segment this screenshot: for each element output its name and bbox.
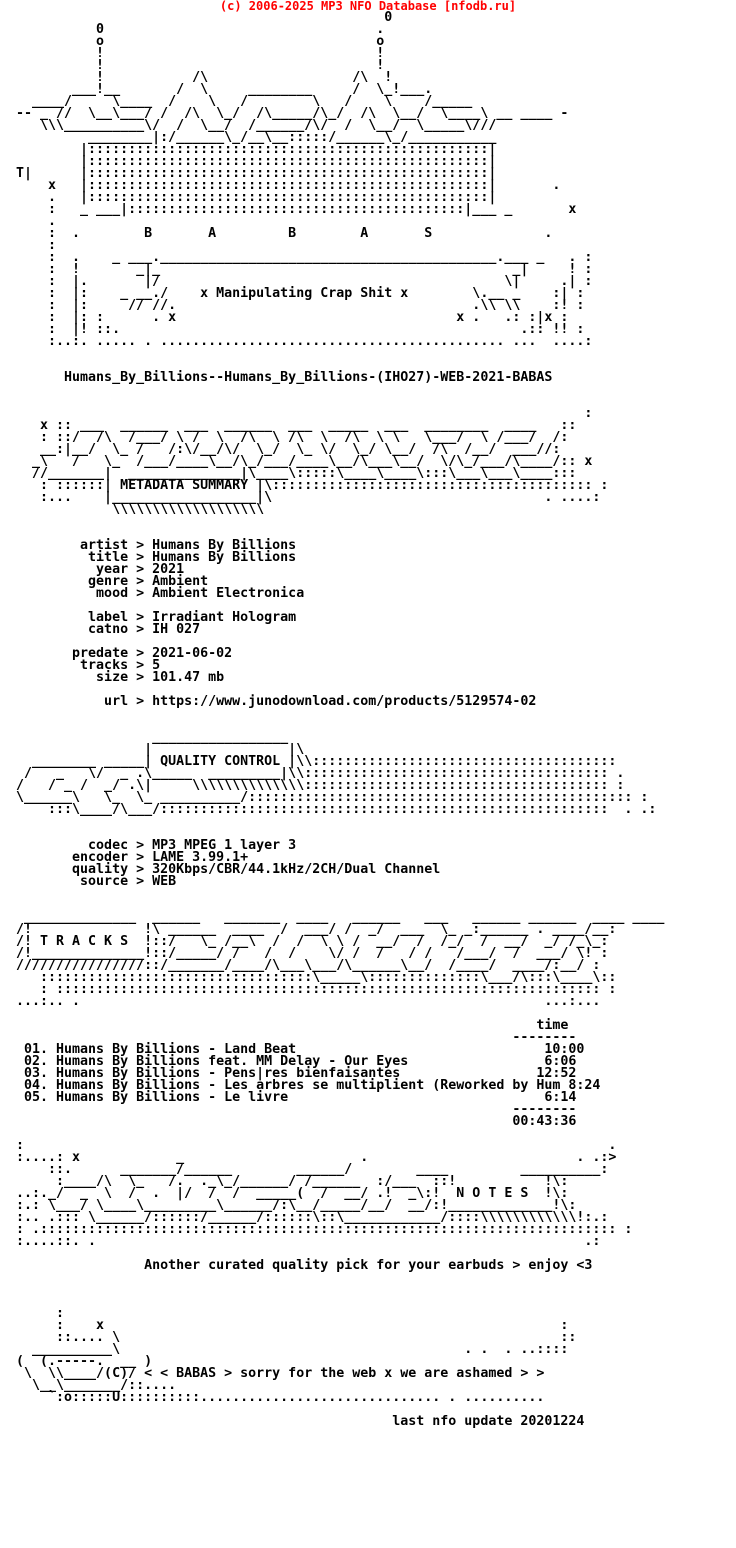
- nfo-line: 01. Humans By Billions - Land Beat 10:00: [16, 1042, 585, 1057]
- nfo-line: :... |__________________|\ . ....:: [16, 490, 601, 505]
- nfo-line: _\ / \_ /___/____\__/\_/___/____\__/\___\__/ \/\_/___/\____/:: x: [16, 454, 593, 469]
- nfo-line: .: [16, 214, 57, 229]
- nfo-line: : ! _|_ _| ! :: [16, 262, 593, 277]
- nfo-line: Another curated quality pick for your earbuds > enjoy <3: [16, 1258, 593, 1273]
- nfo-line: o o: [16, 34, 385, 49]
- nfo-line: : x :: [16, 1318, 569, 1333]
- nfo-line: |::::::::::::::::::::::::::::::::::::::::::::::::::|: [16, 142, 497, 157]
- nfo-line: x :: ___ ______ ___ ______ ___ _____ ___ ________ ____ ::: [16, 418, 577, 433]
- nfo-line: mood > Ambient Electronica: [16, 586, 305, 601]
- nfo-line: ::.... \ ::: [16, 1330, 577, 1345]
- nfo-line: codec > MP3 MPEG 1 layer 3: [16, 838, 297, 853]
- nfo-line: 03. Humans By Billions - Pens|res bienfaisantes 12:52: [16, 1066, 577, 1081]
- nfo-line: catno > IH 027: [16, 622, 201, 637]
- nfo-line: Humans_By_Billions--Humans_By_Billions-(IHO27)-WEB-2021-BABAS: [16, 370, 553, 385]
- nfo-line: :..:. ..... . ........................................... ... ....:: [16, 334, 593, 349]
- nfo-line: : |. |/ \| .| :: [16, 274, 593, 289]
- nfo-line: :.: \___/ \____\_________\______/:\__/_____/__/ __/:!_____________!\:: [16, 1198, 577, 1213]
- nfo-line: encoder > LAME 3.99.1+: [16, 850, 249, 865]
- nfo-line: tracks > 5: [16, 658, 161, 673]
- nfo-line: . |::::::::::::::::::::::::::::::::::::::::::::::::::|: [16, 190, 497, 205]
- nfo-line: : _ ___|::::::::::::::::::::::::::::::::::::::::::|___ _ x: [16, 202, 577, 217]
- nfo-line: artist > Humans By Billions: [16, 538, 297, 553]
- nfo-line: : . B A B A S .: [16, 226, 553, 241]
- nfo-line: ::. _______/______ ______/ ____ __________:: [16, 1162, 609, 1177]
- nfo-line: :: [16, 1306, 65, 1321]
- nfo-line: ...:.. . ...:...: [16, 994, 601, 1009]
- nfo-line: label > Irradiant Hologram: [16, 610, 297, 625]
- nfo-line: ::::::::::::::::::::::::::::::::::\_____\::::::::::::::\___/\:::\____\::: [16, 970, 617, 985]
- nfo-line: ______________ ______ _______ ____ ______ ___ ______ ______ ____ ____: [16, 910, 665, 925]
- nfo-line: : :::::::::::::::::::::::::::::::::::::::::::::::::::::::::::::::::::: :: [16, 982, 617, 997]
- nfo-line: / _ \/ _ .\_____ _________|\\:::::::::::::::::::::::::::::::::::::: .: [16, 766, 625, 781]
- nfo-line: __________\ . . . ..::::: [16, 1342, 569, 1357]
- nfo-line: `:o:::::U::::::::::.............................. . ..........: [16, 1390, 545, 1405]
- nfo-line: /! T R A C K S !::/ \_ /__\ / / \ \ / __/ / /_/ / __/ _/ /_\_:: [16, 934, 609, 949]
- nfo-line: --------: [16, 1030, 577, 1045]
- nfo-line: / / _ / _/ .\| \\\\\\\\\\\\\\:::::::::::::::::::::::::::::::::::::: :: [16, 778, 625, 793]
- nfo-line: \\\__________\/ / \__/ /______/\/ / \__/ \_____\///: [16, 118, 497, 133]
- nfo-line: :::\____/\___/:::::::::::::::::::::::::::::::::::::::::::::::::::::::: . .:: [16, 802, 657, 817]
- nfo-line: : .: [16, 1138, 617, 1153]
- nfo-line: \ \\____/(C)/ < < BABAS > sorry for the web x we are ashamed > >: [16, 1366, 545, 1381]
- nfo-line: ________ _____| QUALITY CONTROL |\\::::::::::::::::::::::::::::::::::::::: [16, 754, 617, 769]
- nfo-line: url > https://www.junodownload.com/products/5129574-02: [16, 694, 537, 709]
- nfo-line: :....: x _ . . .:>: [16, 1150, 617, 1165]
- nfo-line: 00:43:36: [16, 1114, 577, 1129]
- nfo-ascii-text: [16, 12, 664, 1428]
- nfo-line: /!______________!::/_____/ / / / \/ / / / / /___/ / ___/ \! :: [16, 946, 609, 961]
- nfo-line: //_______| ______________|\____\:::::\____\____\:::\___\___\____:::: [16, 466, 577, 481]
- nfo-line: : |: _ __./ x Manipulating Crap Shit x \.__ _ :| :: [16, 286, 585, 301]
- nfo-line: \______\ \_ \_ __________/:::::::::::::::::::::::::::::::::::::::::::::::: :: [16, 790, 649, 805]
- nfo-line: ! !: [16, 46, 385, 61]
- nfo-line: | |\: [16, 742, 305, 757]
- nfo-line: ////////////////::/_______/____/\___\___/\______\__/ /____/ ____/:__/ :: [16, 958, 601, 973]
- nfo-line: predate > 2021-06-02: [16, 646, 233, 661]
- nfo-line: : ::/ /\ /___/ \ / \ /\ \ /\ \ /\ \ \ \___/ \ /___/ /:: [16, 430, 569, 445]
- nfo-line: : .:::::::::::::::::::::::::::::::::::::::::::::::::::::::::::::::::::::::: :: [16, 1222, 633, 1237]
- nfo-line: last nfo update 20201224: [16, 1414, 585, 1429]
- site-credit-header: (c) 2006-2025 MP3 NFO Database [nfodb.ru]: [219, 0, 517, 13]
- nfo-line: ___!__ / \ ________ / \_!___.: [16, 82, 433, 97]
- nfo-line: --------: [16, 1102, 577, 1117]
- nfo-line: ! !: [16, 58, 385, 73]
- nfo-line: 0: [16, 10, 393, 25]
- nfo-line: x |::::::::::::::::::::::::::::::::::::::::::::::::::| .: [16, 178, 561, 193]
- nfo-line: title > Humans By Billions: [16, 550, 297, 565]
- nfo-line: : |: // //. .\\ \\ :! :: [16, 298, 585, 313]
- nfo-line: ____/ \____ / \ / \ / \ /_____: [16, 94, 473, 109]
- nfo-line: time: [16, 1018, 569, 1033]
- nfo-line: \\\\\\\\\\\\\\\\\\\: [16, 502, 265, 517]
- nfo-line: :: [16, 406, 593, 421]
- nfo-line: 0 .: [16, 22, 385, 37]
- nfo-line: size > 101.47 mb: [16, 670, 225, 685]
- nfo-line: : ::::::| METADATA SUMMARY |\:::::::::::::::::::::::::::::::::::::::: :: [16, 478, 609, 493]
- nfo-line: _________________: [16, 730, 289, 745]
- nfo-line: 04. Humans By Billions - Les arbres se multiplient (Reworked by Hum 8:24: [16, 1078, 601, 1093]
- nfo-line: : |! ::. .:: !! :: [16, 322, 585, 337]
- nfo-line: 05. Humans By Billions - Le livre 6:14: [16, 1090, 577, 1105]
- nfo-line: ..:._/ _ \ / . |/ / / _____( / __/ .! _\:! N O T E S !\:: [16, 1186, 569, 1201]
- nfo-line: -- _ // \__\___/ / /\ \_/ /\_____/\_/ /\ \__/ \____\ __ ____ -: [16, 106, 569, 121]
- nfo-line: 02. Humans By Billions feat. MM Delay - Our Eyes 6:06: [16, 1054, 577, 1069]
- nfo-line: year > 2021: [16, 562, 185, 577]
- nfo-line: :....::. . .:: [16, 1234, 601, 1249]
- nfo-line: __:|__/ \_ / /:\/__/\/ \_/ \_ \/ \_/ \__/ /\ /__/ ___//:: [16, 442, 561, 457]
- nfo-line: :____/\ \_ /. ._\_/______/ /______ :/___ ::! !\:: [16, 1174, 569, 1189]
- nfo-line: /! !\ ______ ____ / ___/ / _/ ___ \_ _:______ . ____/__:: [16, 922, 617, 937]
- nfo-line: source > WEB: [16, 874, 177, 889]
- nfo-line: ( (.-----. __ ): [16, 1354, 153, 1369]
- nfo-line: :: [16, 238, 57, 253]
- nfo-line: ________|:/______\_/__\__:::::/______\_/___________: [16, 130, 497, 145]
- nfo-line: ! /\ /\ !: [16, 70, 393, 85]
- nfo-line: genre > Ambient: [16, 574, 209, 589]
- nfo-line: : |: : . x x . .: :|x :: [16, 310, 569, 325]
- nfo-line: \__\_______/::....: [16, 1378, 177, 1393]
- nfo-line: T| |::::::::::::::::::::::::::::::::::::::::::::::::::|: [16, 166, 497, 181]
- nfo-line: : . _ ___.__________________________________________.___ _ . :: [16, 250, 593, 265]
- nfo-line: :.. .::: \______/::::::/______/::::::\::\____________/::::\\\\\\\\\\\\!:.:: [16, 1210, 609, 1225]
- nfo-line: quality > 320Kbps/CBR/44.1kHz/2CH/Dual Channel: [16, 862, 441, 877]
- nfo-line: |::::::::::::::::::::::::::::::::::::::::::::::::::|: [16, 154, 497, 169]
